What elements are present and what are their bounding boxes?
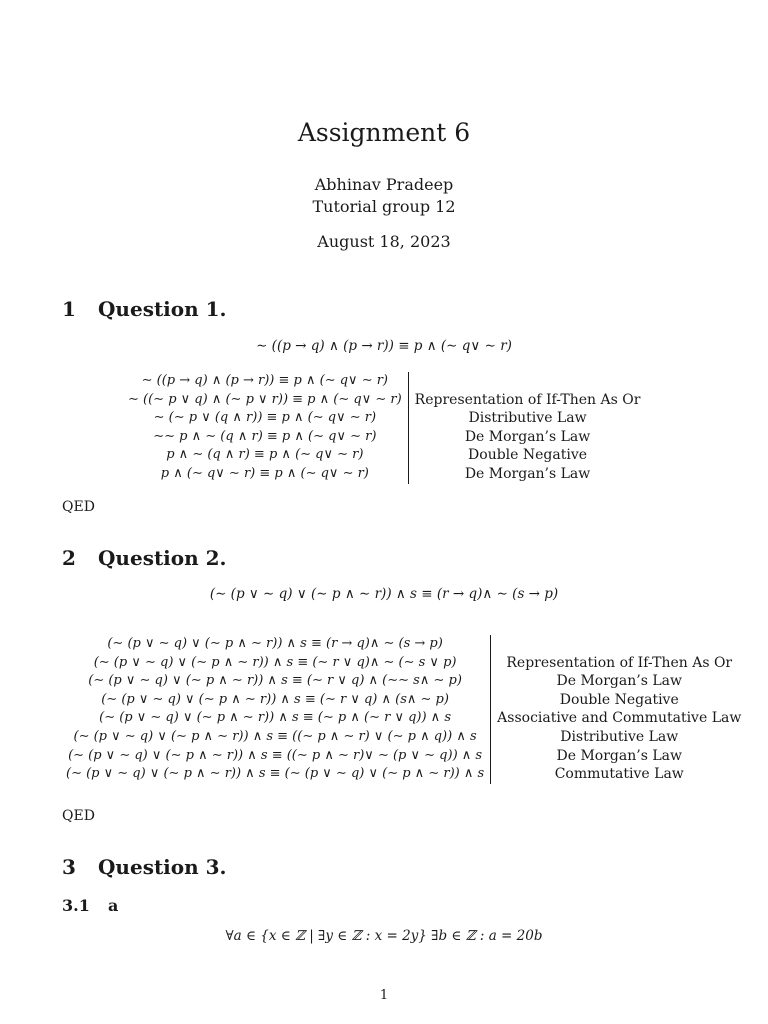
subsection-heading-3-1	[62, 896, 118, 915]
proof-steps	[128, 372, 408, 484]
proof-reason: Representation of If-Then As Or	[414, 391, 641, 408]
display-equation-q3a: ∀a ∈ {x ∈ ℤ | ∃y ∈ ℤ : x = 2y} ∃b ∈ ℤ : a = 20b	[225, 928, 543, 944]
subsection-title: a	[108, 896, 119, 915]
proof-reason: De Morgan’s Law	[464, 465, 591, 482]
proof-reason	[497, 635, 741, 654]
document-date: August 18, 2023	[317, 232, 451, 251]
section-title: Question 1.	[98, 297, 227, 321]
subsection-number: 3.1	[62, 896, 90, 915]
proof-reason: Commutative Law	[554, 766, 684, 783]
proof-reason: Distributive Law	[560, 728, 679, 745]
qed-label: QED	[62, 499, 95, 515]
proof-reason	[415, 372, 641, 391]
proof-step: ∼ (∼ p ∨ (q ∧ r)) ≡ p ∧ (∼ q∨ ∼ r)	[153, 410, 377, 426]
proof-reason: Double Negative	[559, 691, 679, 708]
proof-reason: De Morgan’s Law	[556, 673, 682, 690]
proof-reason: Distributive Law	[468, 410, 587, 427]
author-name: Abhinav Pradeep	[314, 175, 454, 194]
proof-reasons	[409, 372, 641, 484]
proof-step: ∼∼ p ∧ ∼ (q ∧ r) ≡ p ∧ (∼ q∨ ∼ r)	[153, 428, 377, 444]
proof-steps	[66, 635, 490, 784]
display-equation-q2: (∼ (p ∨ ∼ q) ∨ (∼ p ∧ ∼ r)) ∧ s ≡ (r → q)∧ ∼ (s → p)	[209, 586, 559, 602]
document-title: Assignment 6	[297, 118, 471, 147]
proof-step: p ∧ ∼ (q ∧ r) ≡ p ∧ (∼ q∨ ∼ r)	[166, 447, 364, 463]
display-equation-q1: ∼ ((p → q) ∧ (p → r)) ≡ p ∧ (∼ q∨ ∼ r)	[256, 338, 512, 354]
proof-table-q1	[128, 372, 640, 484]
proof-reason: Double Negative	[468, 447, 588, 464]
section-heading-3	[62, 855, 227, 879]
section-number: 1	[62, 297, 76, 321]
section-heading-1	[62, 297, 227, 321]
proof-step: (∼ (p ∨ ∼ q) ∨ (∼ p ∧ ∼ r)) ∧ s ≡ (∼ r ∨ q)∧ ∼ (∼ s ∨ p)	[93, 654, 457, 670]
proof-step: (∼ (p ∨ ∼ q) ∨ (∼ p ∧ ∼ r)) ∧ s ≡ ((∼ p ∧ ∼ r)∨ ∼ (p ∨ ∼ q)) ∧ s	[68, 747, 483, 763]
page-number: 1	[379, 988, 389, 1003]
proof-step: (∼ (p ∨ ∼ q) ∨ (∼ p ∧ ∼ r)) ∧ s ≡ (r → q)∧ ∼ (s → p)	[107, 636, 443, 651]
proof-table-q2	[66, 635, 741, 784]
proof-step: (∼ (p ∨ ∼ q) ∨ (∼ p ∧ ∼ r)) ∧ s ≡ (∼ (p ∨ ∼ q) ∨ (∼ p ∧ ∼ r)) ∧ s	[66, 766, 485, 782]
author-block	[0, 174, 768, 218]
proof-reasons	[491, 635, 741, 784]
proof-step: p ∧ (∼ q∨ ∼ r) ≡ p ∧ (∼ q∨ ∼ r)	[160, 465, 369, 481]
proof-step: (∼ (p ∨ ∼ q) ∨ (∼ p ∧ ∼ r)) ∧ s ≡ (∼ r ∨ q) ∧ (∼∼ s∧ ∼ p)	[88, 673, 462, 689]
proof-reason: De Morgan’s Law	[556, 747, 682, 764]
proof-step: (∼ (p ∨ ∼ q) ∨ (∼ p ∧ ∼ r)) ∧ s ≡ (∼ p ∧ (∼ r ∨ q)) ∧ s	[99, 710, 452, 726]
qed-label: QED	[62, 808, 95, 824]
tutorial-group: Tutorial group 12	[312, 197, 456, 216]
section-number: 3	[62, 855, 76, 879]
section-title: Question 3.	[98, 855, 227, 879]
section-number: 2	[62, 546, 76, 570]
proof-step: ∼ ((∼ p ∨ q) ∧ (∼ p ∨ r)) ≡ p ∧ (∼ q∨ ∼ r)	[128, 391, 402, 407]
section-title: Question 2.	[98, 546, 227, 570]
section-heading-2	[62, 546, 227, 570]
proof-reason: Associative and Commutative Law	[497, 710, 742, 727]
proof-step: (∼ (p ∨ ∼ q) ∨ (∼ p ∧ ∼ r)) ∧ s ≡ ((∼ p ∧ ∼ r) ∨ (∼ p ∧ q)) ∧ s	[73, 728, 477, 744]
proof-reason: De Morgan’s Law	[464, 428, 591, 445]
proof-step: ∼ ((p → q) ∧ (p → r)) ≡ p ∧ (∼ q∨ ∼ r)	[141, 373, 389, 388]
proof-reason: Representation of If-Then As Or	[506, 654, 733, 671]
proof-step: (∼ (p ∨ ∼ q) ∨ (∼ p ∧ ∼ r)) ∧ s ≡ (∼ r ∨ q) ∧ (s∧ ∼ p)	[101, 691, 449, 707]
